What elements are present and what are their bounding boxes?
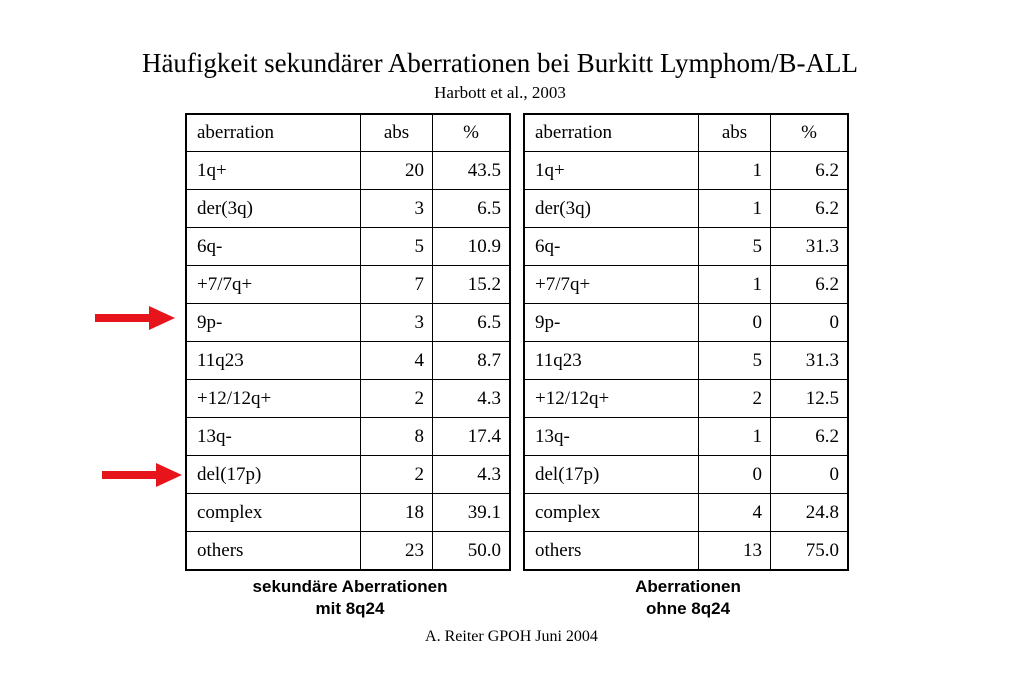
caption-line: sekundäre Aberrationen <box>252 577 448 596</box>
aberration-cell: 1q+ <box>186 152 361 190</box>
table-row <box>186 380 510 418</box>
table-row <box>186 342 510 380</box>
percent-cell: 12.5 <box>771 380 849 418</box>
aberration-cell: 6q- <box>186 228 361 266</box>
table-row <box>186 532 510 571</box>
table-with-8q24 <box>185 113 511 571</box>
table-row <box>524 228 848 266</box>
abs-cell: 5 <box>699 228 771 266</box>
abs-cell: 7 <box>361 266 433 304</box>
abs-cell: 5 <box>361 228 433 266</box>
percent-cell: 50.0 <box>433 532 511 571</box>
percent-cell: 6.2 <box>771 190 849 228</box>
table-row <box>524 304 848 342</box>
percent-cell: 15.2 <box>433 266 511 304</box>
aberration-cell: 13q- <box>186 418 361 456</box>
abs-cell: 5 <box>699 342 771 380</box>
table-row <box>524 380 848 418</box>
abs-cell: 2 <box>361 456 433 494</box>
abs-cell: 1 <box>699 152 771 190</box>
aberration-cell: 1q+ <box>524 152 699 190</box>
percent-cell: 75.0 <box>771 532 849 571</box>
abs-cell: 0 <box>699 456 771 494</box>
aberration-cell: complex <box>524 494 699 532</box>
aberration-cell: +7/7q+ <box>524 266 699 304</box>
table-row <box>524 456 848 494</box>
percent-cell: 39.1 <box>433 494 511 532</box>
aberration-cell: 11q23 <box>186 342 361 380</box>
percent-cell: 24.8 <box>771 494 849 532</box>
abs-cell: 0 <box>699 304 771 342</box>
slide-title: Häufigkeit sekundärer Aberrationen bei Burkitt Lymphom/B-ALL <box>141 48 859 78</box>
abs-cell: 1 <box>699 190 771 228</box>
abs-cell: 4 <box>361 342 433 380</box>
aberration-cell: complex <box>186 494 361 532</box>
caption-with-8q24 <box>185 576 515 620</box>
percent-cell: 31.3 <box>771 228 849 266</box>
aberration-cell: 9p- <box>186 304 361 342</box>
aberration-cell: +12/12q+ <box>524 380 699 418</box>
column-header: % <box>771 114 849 152</box>
footer-credit: A. Reiter GPOH Juni 2004 <box>425 628 598 645</box>
aberration-cell: 13q- <box>524 418 699 456</box>
aberration-cell: del(17p) <box>524 456 699 494</box>
abs-cell: 8 <box>361 418 433 456</box>
aberration-cell: der(3q) <box>524 190 699 228</box>
table-row <box>524 190 848 228</box>
abs-cell: 3 <box>361 304 433 342</box>
aberration-cell: del(17p) <box>186 456 361 494</box>
percent-cell: 0 <box>771 304 849 342</box>
aberration-cell: der(3q) <box>186 190 361 228</box>
percent-cell: 6.5 <box>433 304 511 342</box>
caption-line: ohne 8q24 <box>645 599 731 618</box>
aberration-cell: 6q- <box>524 228 699 266</box>
column-header: aberration <box>186 114 361 152</box>
table-row <box>524 266 848 304</box>
percent-cell: 8.7 <box>433 342 511 380</box>
abs-cell: 2 <box>699 380 771 418</box>
percent-cell: 43.5 <box>433 152 511 190</box>
table-row <box>524 418 848 456</box>
table-row <box>186 152 510 190</box>
abs-cell: 13 <box>699 532 771 571</box>
percent-cell: 6.2 <box>771 418 849 456</box>
column-header: aberration <box>524 114 699 152</box>
percent-cell: 17.4 <box>433 418 511 456</box>
abs-cell: 1 <box>699 266 771 304</box>
aberration-cell: others <box>524 532 699 571</box>
caption-line: mit 8q24 <box>315 599 385 618</box>
percent-cell: 6.5 <box>433 190 511 228</box>
table-row <box>524 342 848 380</box>
table-row <box>524 152 848 190</box>
column-header: abs <box>361 114 433 152</box>
red-arrow-icon <box>95 306 175 330</box>
percent-cell: 10.9 <box>433 228 511 266</box>
percent-cell: 4.3 <box>433 456 511 494</box>
caption-without-8q24 <box>523 576 853 620</box>
percent-cell: 0 <box>771 456 849 494</box>
abs-cell: 23 <box>361 532 433 571</box>
table-row <box>186 190 510 228</box>
percent-cell: 4.3 <box>433 380 511 418</box>
header-row <box>524 114 848 152</box>
percent-cell: 6.2 <box>771 266 849 304</box>
table-row <box>186 228 510 266</box>
abs-cell: 20 <box>361 152 433 190</box>
aberration-cell: 11q23 <box>524 342 699 380</box>
table-row <box>186 418 510 456</box>
aberration-cell: 9p- <box>524 304 699 342</box>
table-row <box>524 532 848 571</box>
abs-cell: 18 <box>361 494 433 532</box>
aberration-cell: others <box>186 532 361 571</box>
column-header: % <box>433 114 511 152</box>
table-without-8q24 <box>523 113 849 571</box>
table-row <box>186 456 510 494</box>
table-row <box>186 494 510 532</box>
citation: Harbott et al., 2003 <box>434 83 566 102</box>
table-row <box>186 266 510 304</box>
table-row <box>524 494 848 532</box>
column-header: abs <box>699 114 771 152</box>
percent-cell: 6.2 <box>771 152 849 190</box>
abs-cell: 2 <box>361 380 433 418</box>
header-row <box>186 114 510 152</box>
abs-cell: 1 <box>699 418 771 456</box>
abs-cell: 4 <box>699 494 771 532</box>
table-row <box>186 304 510 342</box>
abs-cell: 3 <box>361 190 433 228</box>
caption-line: Aberrationen <box>635 577 741 596</box>
aberration-cell: +12/12q+ <box>186 380 361 418</box>
aberration-cell: +7/7q+ <box>186 266 361 304</box>
percent-cell: 31.3 <box>771 342 849 380</box>
red-arrow-icon <box>102 463 182 487</box>
